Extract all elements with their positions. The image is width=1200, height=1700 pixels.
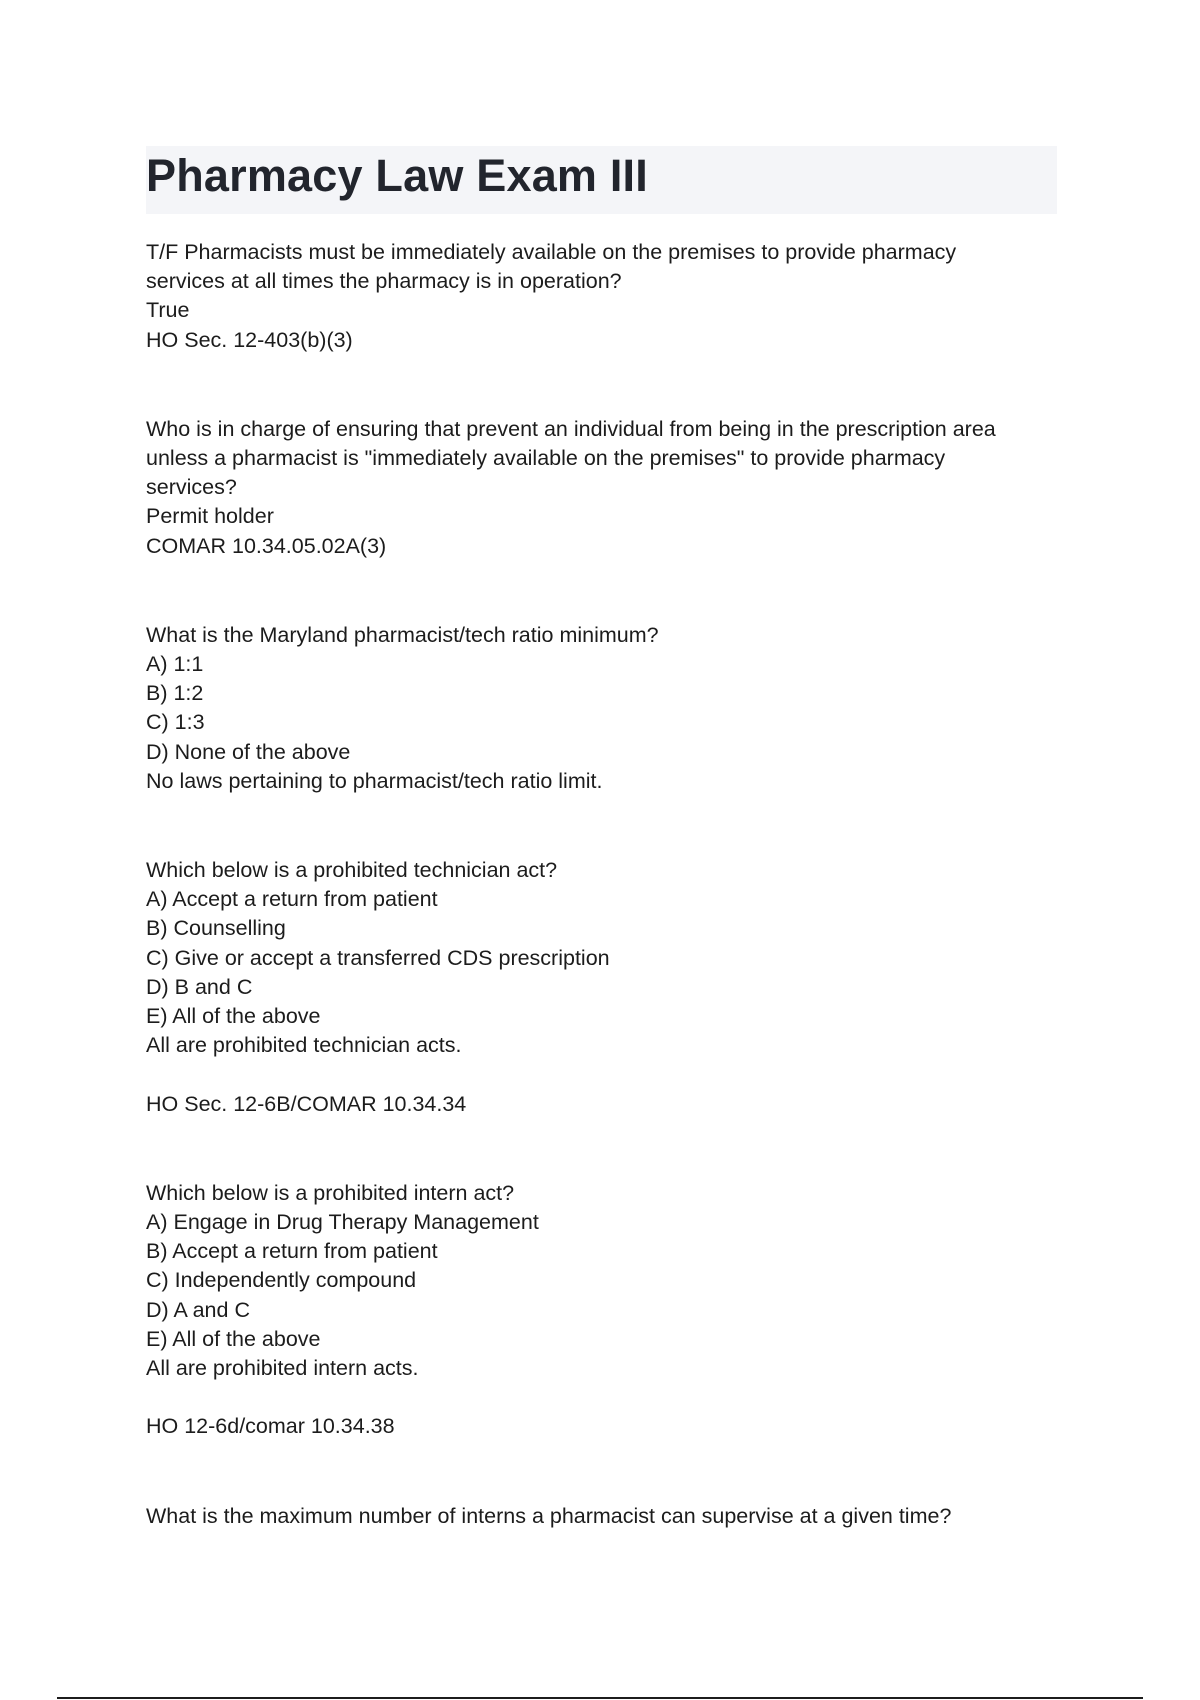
question-line: A) 1:1 — [146, 652, 204, 677]
qa-block — [146, 238, 1046, 355]
answer-line: HO Sec. 12-6B/COMAR 10.34.34 — [146, 1091, 467, 1116]
question-line: E) All of the above — [146, 1004, 321, 1029]
question-line: C) Independently compound — [146, 1268, 417, 1293]
question-line: Which below is a prohibited intern act? — [146, 1180, 515, 1205]
question-line: D) A and C — [146, 1297, 250, 1322]
answer-line: No laws pertaining to pharmacist/tech ratio limit. — [146, 768, 603, 793]
question-line: A) Accept a return from patient — [146, 887, 438, 912]
question-line: What is the Maryland pharmacist/tech ratio minimum? — [146, 622, 659, 647]
question-line: C) Give or accept a transferred CDS prescription — [146, 945, 610, 970]
answer-line: True — [146, 298, 190, 323]
answer-line: Permit holder — [146, 504, 274, 529]
answer-line: COMAR 10.34.05.02A(3) — [146, 533, 387, 558]
qa-block — [146, 856, 1046, 1119]
question-line: What is the maximum number of interns a pharmacist can supervise at a given time? — [146, 1503, 952, 1528]
answer-line: All are prohibited intern acts. — [146, 1356, 419, 1381]
question-line: unless a pharmacist is "immediately available on the premises" to provide pharmacy — [146, 446, 946, 471]
blank-line — [146, 1383, 1046, 1412]
qa-block — [146, 415, 1046, 561]
question-line: D) None of the above — [146, 739, 351, 764]
question-line: B) 1:2 — [146, 681, 204, 706]
footer-divider — [57, 1697, 1143, 1699]
question-line: services? — [146, 475, 237, 500]
question-line: B) Accept a return from patient — [146, 1239, 438, 1264]
title-banner — [146, 146, 1057, 214]
question-line: T/F Pharmacists must be immediately available on the premises to provide pharmacy — [146, 240, 957, 264]
question-line: Which below is a prohibited technician act? — [146, 858, 558, 883]
answer-line: All are prohibited technician acts. — [146, 1033, 462, 1058]
blank-line — [146, 1060, 1046, 1089]
qa-block — [146, 1502, 1046, 1531]
question-line: C) 1:3 — [146, 710, 205, 735]
question-line: services at all times the pharmacy is in operation? — [146, 269, 622, 294]
question-line: B) Counselling — [146, 916, 286, 941]
qa-block — [146, 621, 1046, 796]
question-line: E) All of the above — [146, 1326, 321, 1351]
question-list — [146, 238, 1046, 1591]
question-line: Who is in charge of ensuring that prevent an individual from being in the prescription area — [146, 416, 996, 441]
question-line: D) B and C — [146, 974, 253, 999]
answer-line: HO Sec. 12-403(b)(3) — [146, 327, 353, 352]
question-line: A) Engage in Drug Therapy Management — [146, 1210, 539, 1235]
document-title: Pharmacy Law Exam III — [146, 150, 648, 201]
answer-line: HO 12-6d/comar 10.34.38 — [146, 1414, 395, 1439]
qa-block — [146, 1179, 1046, 1442]
